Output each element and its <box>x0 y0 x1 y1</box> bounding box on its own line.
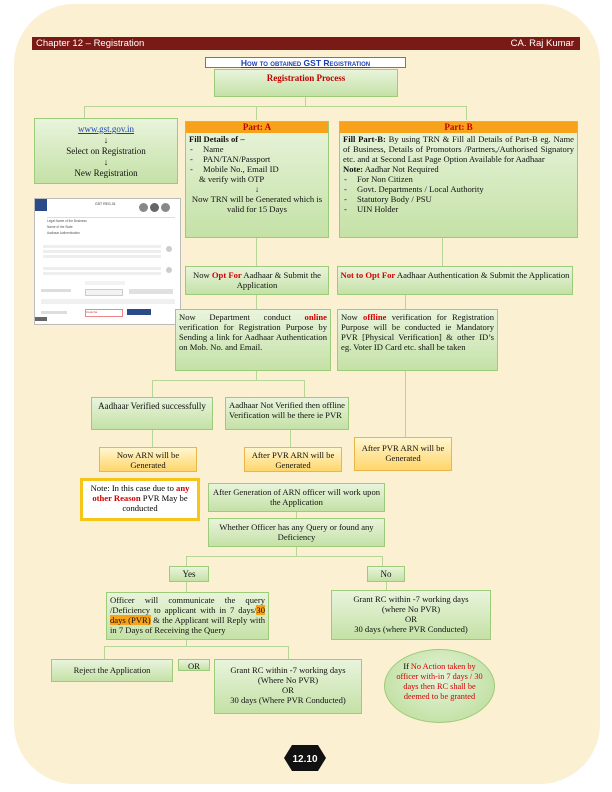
connector <box>405 371 406 437</box>
part-b-heading: Part: B <box>340 122 577 133</box>
connector <box>84 106 85 118</box>
registration-process-box: Registration Process <box>214 69 398 97</box>
list-item: - Name <box>203 144 325 154</box>
part-a-box: Part: A Fill Details of – - Name - PAN/TAN/Passport - Mobile No., Email ID & verify with OTP ↓ Now TRN will be Generated which is valid for 15 Days <box>185 121 329 238</box>
connector <box>304 380 305 397</box>
connector <box>405 295 406 309</box>
offline-verification-box: Now offline verification for Registration Purpose will be conducted ie Mandatory PVR [Physical Verification] & other ID’s eg. Voter ID Card etc. shall be taken <box>337 309 498 371</box>
page-number-badge <box>283 744 327 772</box>
gst-form-screenshot: GST REG-01 Legal Name of the Business Name of the State Aadhaar Authentication Captcha <box>34 198 181 325</box>
list-item: - Mobile No., Email ID <box>203 164 325 174</box>
connector <box>256 371 257 380</box>
part-a-list <box>189 144 325 174</box>
connector <box>104 646 288 647</box>
down-arrow-icon: ↓ <box>103 157 109 167</box>
after-arn-box: After Generation of ARN officer will work upon the Application <box>208 483 385 512</box>
connector <box>104 646 105 659</box>
not-opt-for-aadhaar-box: Not to Opt For Aadhaar Authentication & Submit the Application <box>337 266 573 295</box>
connector <box>186 556 187 566</box>
connector <box>186 582 187 592</box>
grant-rc-no-query-box: Grant RC within -7 working days (where No PVR) OR 30 days (where PVR Conducted) <box>331 590 491 640</box>
aadhaar-verified-box: Aadhaar Verified successfully <box>91 397 213 430</box>
officer-communicate-box: Officer will communicate the query /Deficiency to applicant with in 7 days/30 days (PVR) & the Applicant will Reply with in 7 Days of Receiving the Query <box>106 592 269 640</box>
connector <box>296 547 297 556</box>
deemed-registration-oval: If No Action taken by officer with-in 7 days / 30 days then RC shall be deemed to be granted <box>384 649 495 723</box>
connector <box>152 380 304 381</box>
aadhaar-not-verified-box: Aadhaar Not Verified then offline Verification will be there ie PVR <box>225 397 349 430</box>
connector <box>382 556 383 566</box>
connector <box>256 238 257 266</box>
chapter-title: Chapter 12 – Registration <box>36 38 145 49</box>
arn-after-pvr-box: After PVR ARN will be Generated <box>244 447 342 472</box>
grant-rc-after-reply-box: Grant RC within -7 working days (Where No PVR) OR 30 days (Where PVR Conducted) <box>214 659 362 714</box>
connector <box>152 380 153 397</box>
connector <box>186 556 382 557</box>
connector <box>442 238 443 266</box>
connector <box>288 646 289 659</box>
or-label: OR <box>178 659 210 671</box>
list-item: - Statutory Body / PSU <box>357 194 574 204</box>
list-item: - For Non Citizen <box>357 174 574 184</box>
connector <box>466 106 467 120</box>
connector <box>256 106 257 120</box>
connector <box>256 295 257 309</box>
down-arrow-icon: ↓ <box>103 135 109 145</box>
part-a-heading: Part: A <box>186 122 328 133</box>
list-item: - UIN Holder <box>357 204 574 214</box>
online-verification-box: Now Department conduct online verification for Registration Purpose by Sending a link for Aadhaar Authentication on Mob. No. and Email. <box>175 309 331 371</box>
query-box: Whether Officer has any Query or found any Deficiency <box>208 518 385 547</box>
opt-for-aadhaar-box: Now Opt For Aadhaar & Submit the Application <box>185 266 329 295</box>
arn-generated-box: Now ARN will be Generated <box>99 447 197 472</box>
chapter-header <box>32 37 580 50</box>
connector <box>290 430 291 447</box>
note-box: Note: In this case due to any other Reason PVR May be conducted <box>80 478 200 521</box>
svg-text:12.10: 12.10 <box>292 754 318 765</box>
arn-after-pvr-box-offline: After PVR ARN will be Generated <box>354 437 452 471</box>
no-box: No <box>367 566 405 582</box>
page-title: How to obtained GST Registration <box>205 57 406 68</box>
gst-portal-box: www.gst.gov.in ↓ Select on Registration ↓ New Registration <box>34 118 178 184</box>
author-name: CA. Raj Kumar <box>510 38 574 49</box>
connector <box>386 582 387 590</box>
connector <box>305 97 306 106</box>
list-item: - Govt. Departments / Local Authority <box>357 184 574 194</box>
down-arrow-icon: ↓ <box>254 184 260 194</box>
connector <box>84 106 466 107</box>
gst-portal-link[interactable]: www.gst.gov.in <box>77 124 135 134</box>
list-item: - PAN/TAN/Passport <box>203 154 325 164</box>
reject-application-box: Reject the Application <box>51 659 173 682</box>
part-b-list <box>343 174 574 214</box>
part-b-box: Part: B Fill Part-B: By using TRN & Fill all Details of Part-B eg. Name of Business, Details of Promotors /Partners,/Authorised Signatory etc. and at Second Last Page Option Available for Aadhaar Note: Aadhar Not Required - For Non Citizen - Govt. Departments / Local Authority - Statutory Body / PSU - UIN Holder <box>339 121 578 238</box>
connector <box>152 430 153 447</box>
yes-box: Yes <box>169 566 209 582</box>
